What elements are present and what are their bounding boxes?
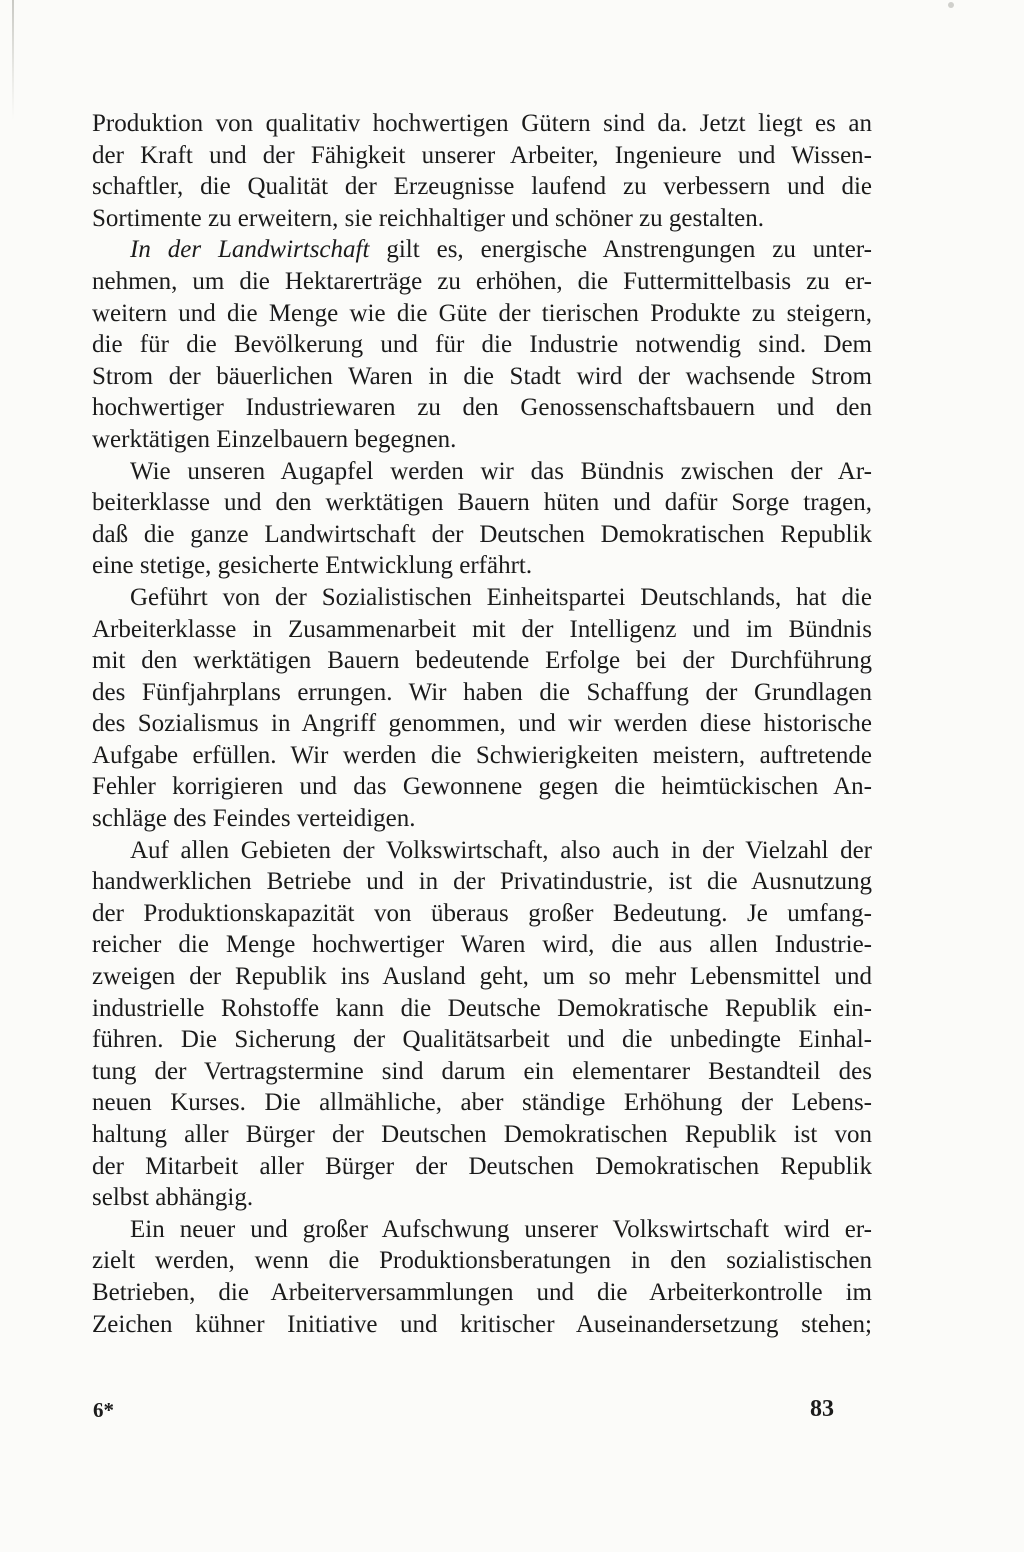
text-line: Geführt von der Sozialistischen Einheitspartei Deutschlands, hat die xyxy=(130,583,872,611)
text-line: der Produktionskapazität von überaus großer Bedeutung. Je umfang- xyxy=(92,899,872,927)
scan-dust-mark xyxy=(948,2,954,8)
text-line: des Fünfjahrplans errungen. Wir haben die Schaffung der Grundlagen xyxy=(92,678,872,706)
text-line-rest: gilt es, energische Anstrengungen zu unter- xyxy=(369,236,872,264)
text-line: Ein neuer und großer Aufschwung unserer Volkswirtschaft wird er- xyxy=(130,1215,872,1243)
signature-mark: 6* xyxy=(93,1398,114,1422)
text-line: beiterklasse und den werktätigen Bauern hüten und dafür Sorge tragen, xyxy=(92,489,872,517)
text-line: reicher die Menge hochwertiger Waren wird, die aus allen Industrie- xyxy=(92,931,872,959)
text-line: werktätigen Einzelbauern begegnen. xyxy=(92,425,457,453)
body-text xyxy=(92,108,872,1340)
paragraph xyxy=(92,456,872,582)
text-line: zielt werden, wenn die Produktionsberatungen in den sozialistischen xyxy=(92,1247,872,1275)
text-line: handwerklichen Betriebe und in der Privatindustrie, ist die Ausnutzung xyxy=(92,868,872,896)
text-line: hochwertiger Industriewaren zu den Genossenschaftsbauern und den xyxy=(92,394,872,422)
scan-edge-mark xyxy=(12,0,14,120)
paragraph xyxy=(92,108,872,234)
italic-lead: In der Landwirtschaft xyxy=(130,236,370,264)
text-line: schaftler, die Qualität der Erzeugnisse laufend zu verbessern und die xyxy=(92,173,872,201)
text-line: Aufgabe erfüllen. Wir werden die Schwierigkeiten meistern, auftretende xyxy=(92,741,872,769)
text-line: die für die Bevölkerung und für die Industrie notwendig sind. Dem xyxy=(92,331,872,359)
paragraph xyxy=(92,835,872,1214)
text-line: nehmen, um die Hektarerträge zu erhöhen, die Futtermittelbasis zu er- xyxy=(92,267,872,295)
text-line: Auf allen Gebieten der Volkswirtschaft, also auch in der Vielzahl der xyxy=(130,836,872,864)
text-line: des Sozialismus in Angriff genommen, und wir werden diese historische xyxy=(92,710,872,738)
text-line: daß die ganze Landwirtschaft der Deutschen Demokratischen Republik xyxy=(92,520,872,548)
text-line: Produktion von qualitativ hochwertigen Gütern sind da. Jetzt liegt es an xyxy=(92,110,872,137)
text-line: Zeichen kühner Initiative und kritischer Auseinandersetzung stehen; xyxy=(92,1310,872,1338)
text-line: Sortimente zu erweitern, sie reichhaltiger und schöner zu gestalten. xyxy=(92,204,764,232)
text-line: tung der Vertragstermine sind darum ein elementarer Bestandteil des xyxy=(92,1057,872,1085)
text-line: eine stetige, gesicherte Entwicklung erfährt. xyxy=(92,552,533,580)
text-line: führen. Die Sicherung der Qualitätsarbeit und die unbedingte Einhal- xyxy=(92,1026,872,1054)
text-line: schläge des Feindes verteidigen. xyxy=(92,805,416,833)
text-line: der Mitarbeit aller Bürger der Deutschen Demokratischen Republik xyxy=(92,1152,872,1180)
paragraph xyxy=(92,234,872,455)
text-line: Betrieben, die Arbeiterversammlungen und die Arbeiterkontrolle im xyxy=(92,1278,872,1306)
page-number: 83 xyxy=(810,1396,834,1422)
text-line xyxy=(92,234,872,266)
text-line: Strom der bäuerlichen Waren in die Stadt wird der wachsende Strom xyxy=(92,362,872,390)
text-line: haltung aller Bürger der Deutschen Demokratischen Republik ist von xyxy=(92,1121,872,1148)
text-line: Wie unseren Augapfel werden wir das Bündnis zwischen der Ar- xyxy=(130,457,872,485)
text-line: zweigen der Republik ins Ausland geht, um so mehr Lebensmittel und xyxy=(92,963,872,991)
paragraph xyxy=(92,1214,872,1340)
text-line: Fehler korrigieren und das Gewonnene gegen die heimtückischen An- xyxy=(92,773,872,801)
text-line: selbst abhängig. xyxy=(92,1184,254,1212)
text-line: Arbeiterklasse in Zusammenarbeit mit der Intelligenz und im Bündnis xyxy=(92,615,872,643)
paragraph xyxy=(92,582,872,835)
text-line: mit den werktätigen Bauern bedeutende Erfolge bei der Durchführung xyxy=(92,647,872,675)
text-line: weitern und die Menge wie die Güte der tierischen Produkte zu steigern, xyxy=(92,299,872,327)
text-line: industrielle Rohstoffe kann die Deutsche Demokratische Republik ein- xyxy=(92,994,872,1022)
text-line: der Kraft und der Fähigkeit unserer Arbeiter, Ingenieure und Wissen- xyxy=(92,141,872,169)
text-line: neuen Kurses. Die allmähliche, aber ständige Erhöhung der Lebens- xyxy=(92,1089,872,1117)
